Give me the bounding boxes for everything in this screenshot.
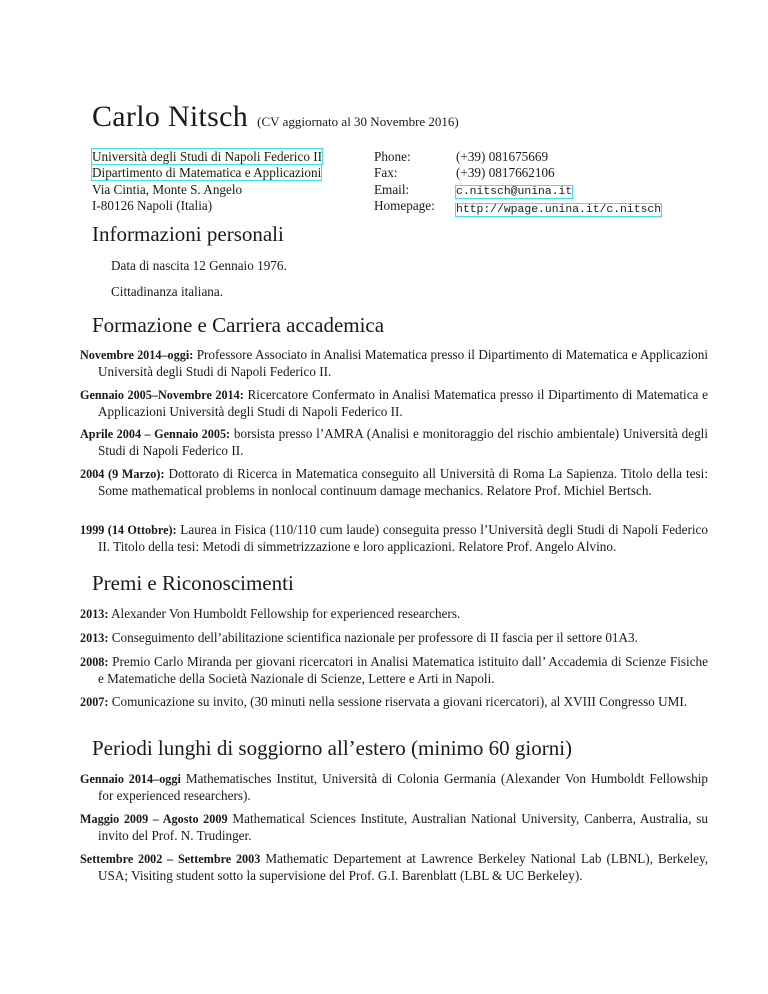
award-entry (80, 654, 708, 687)
entry-text: Professore Associato in Analisi Matematica presso il Dipartimento di Matematica e Applicazioni Università degli Studi di Napoli Federico II. (98, 347, 708, 379)
entry-text: Laurea in Fisica (110/110 cum laude) conseguita presso l’Università degli Studi di Napoli Federico II. Titolo della tesi: Metodi di simmetrizzazione e loro applicazioni. Relatore Prof. Angelo Alvino. (98, 522, 708, 554)
award-entry (80, 606, 708, 623)
personal-section-title: Informazioni personali (92, 222, 284, 246)
entry-text: Conseguimento dell’abilitazione scientifica nazionale per professore di II fascia per il settore 01A3. (111, 630, 638, 645)
homepage-link[interactable]: http://wpage.unina.it/c.nitsch (456, 204, 662, 217)
career-entry (80, 426, 708, 459)
entry-text: Alexander Von Humboldt Fellowship for experienced researchers. (111, 606, 461, 621)
entry-label: Aprile 2004 – Gennaio 2005: (80, 427, 231, 441)
street-line: Via Cintia, Monte S. Angelo (92, 181, 243, 197)
email-label: Email: (374, 181, 410, 197)
contact-labels (374, 149, 435, 215)
career-entry (80, 522, 708, 555)
entry-text: Comunicazione su invito, (30 minuti nella sessione riservata a giovani ricercatori), al XVIII Congresso UMI. (111, 694, 688, 709)
person-name: Carlo Nitsch (92, 100, 249, 133)
university-link[interactable]: Università degli Studi di Napoli Federico II (92, 149, 323, 164)
city-line: I-80126 Napoli (Italia) (92, 198, 213, 214)
entry-text: borsista presso l’AMRA (Analisi e monitoraggio del rischio ambientale) Università degli Studi di Napoli Federico II. (98, 426, 709, 458)
entry-label: Settembre 2002 – Settembre 2003 (80, 852, 261, 866)
entry-text: Mathematisches Institut, Università di Colonia Germania (Alexander Von Humboldt Fellowship for experienced researchers). (98, 771, 709, 803)
entry-text: Dottorato di Ricerca in Matematica conseguito all Università di Roma La Sapienza. Titolo della tesi: Some mathematical problems in nonlocal continuum damage mechanics. Relatore Prof. Michiel Bertsch. (98, 466, 709, 498)
career-entry (80, 466, 708, 499)
homepage-label: Homepage: (374, 198, 435, 214)
entry-label: 2008: (80, 655, 109, 669)
entry-label: 2004 (9 Marzo): (80, 467, 165, 481)
birth-date: Data di nascita 12 Gennaio 1976. (111, 258, 287, 273)
address-block (92, 149, 322, 215)
fax-label: Fax: (374, 165, 398, 181)
entry-label: Gennaio 2005–Novembre 2014: (80, 388, 244, 402)
abroad-entry (80, 771, 708, 804)
header (92, 100, 459, 134)
entry-text: Ricercatore Confermato in Analisi Matematica presso il Dipartimento di Matematica e Applicazioni Università degli Studi di Napoli Federico II. (98, 387, 708, 419)
awards-section-title: Premi e Riconoscimenti (92, 571, 294, 595)
award-entry (80, 694, 708, 711)
abroad-section-title: Periodi lunghi di soggiorno all’estero (minimo 60 giorni) (92, 736, 573, 760)
entry-label: Gennaio 2014–oggi (80, 772, 181, 786)
email-link[interactable]: c.nitsch@unina.it (456, 185, 573, 198)
abroad-entry (80, 851, 708, 884)
fax-value: (+39) 0817662106 (456, 165, 555, 181)
entry-label: Novembre 2014–oggi: (80, 348, 194, 362)
entry-text: Mathematic Departement at Lawrence Berkeley National Lab (LBNL), Berkeley, USA; Visiting student sotto la supervisione del Prof. G.I. Barenblatt (LBL & UC Berkeley). (98, 851, 709, 883)
update-note: (CV aggiornato al 30 Novembre 2016) (257, 114, 459, 129)
department-link[interactable]: Dipartimento di Matematica e Applicazioni (92, 165, 322, 181)
career-entry (80, 347, 708, 380)
citizenship: Cittadinanza italiana. (111, 284, 224, 299)
entry-text: Premio Carlo Miranda per giovani ricercatori in Analisi Matematica istituito dall’ Accademia di Scienze Fisiche e Matematiche della Società Nazionale di Scienze, Lettere e Arti in Napoli. (98, 654, 708, 686)
phone-value: (+39) 081675669 (456, 149, 549, 164)
award-entry (80, 630, 708, 647)
entry-label: 2013: (80, 607, 109, 621)
entry-text: Mathematical Sciences Institute, Australian National University, Canberra, Australia, su invito del Prof. N. Trudinger. (98, 811, 708, 843)
contact-values (456, 149, 661, 219)
career-entry (80, 387, 708, 420)
entry-label: 2007: (80, 695, 109, 709)
entry-label: Maggio 2009 – Agosto 2009 (80, 812, 228, 826)
phone-label: Phone: (374, 149, 411, 164)
entry-label: 1999 (14 Ottobre): (80, 523, 177, 537)
abroad-entry (80, 811, 708, 844)
entry-label: 2013: (80, 631, 109, 645)
career-section-title: Formazione e Carriera accademica (92, 313, 385, 337)
